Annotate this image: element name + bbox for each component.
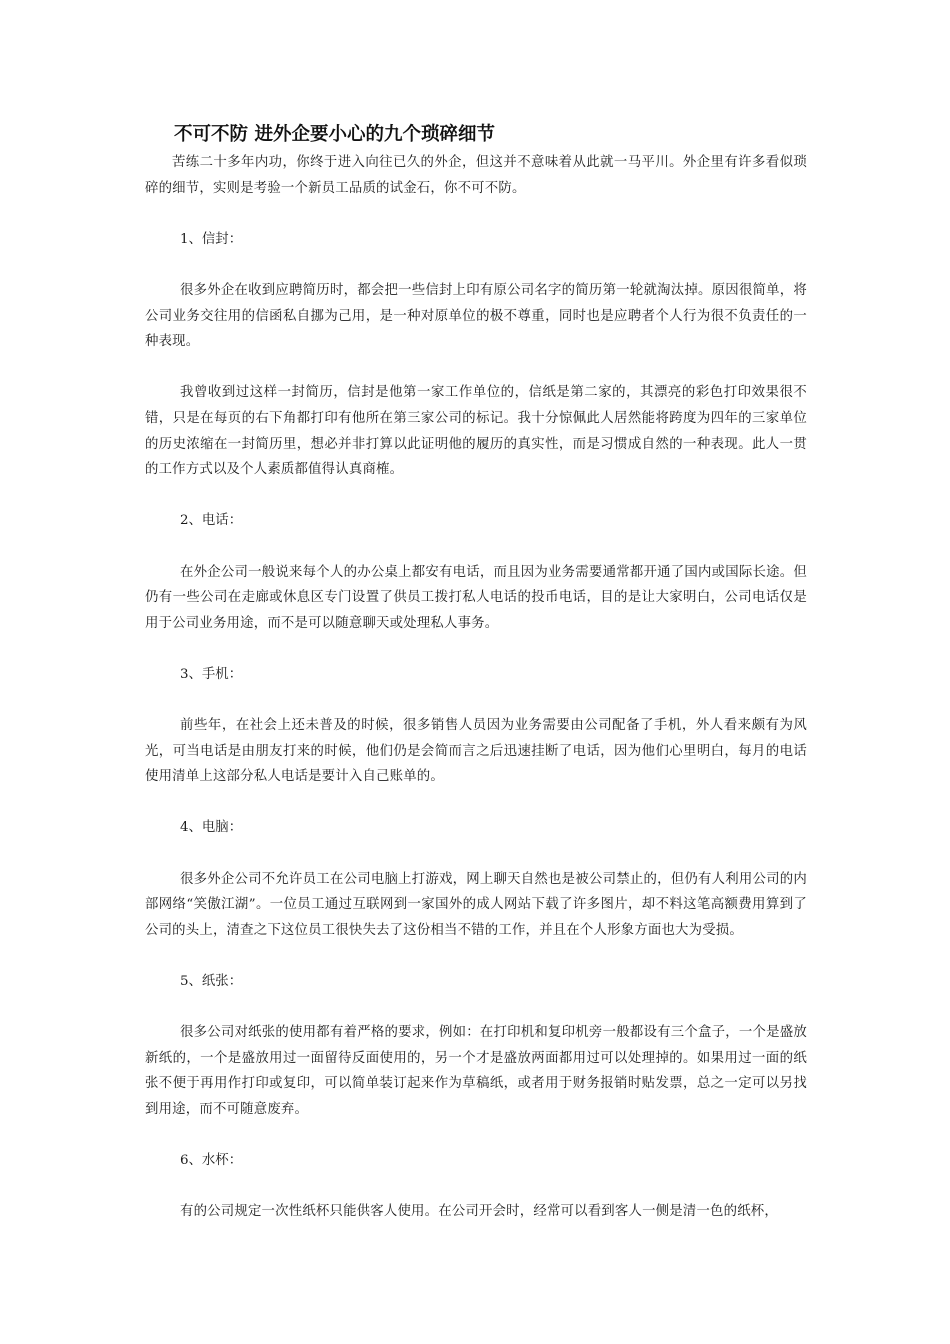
spacer <box>145 943 807 969</box>
section-paragraph: 有的公司规定一次性纸杯只能供客人使用。在公司开会时，经常可以看到客人一侧是清一色的纸杯， <box>180 1204 778 1220</box>
spacer <box>145 995 807 1021</box>
section-paragraph: 我曾收到过这样一封简历，信封是他第一家工作单位的，信纸是第二家的，其漂亮的彩色打印效果很不错，只是在每页的右下角都打印有他所在第三家公司的标记。我十分惊佩此人居然能将跨度为四年的三家单位的历史浓缩在一封简历里，想必并非打算以此证明他的履历的真实性，而是习惯成自然的一种表现。此人一贯的工作方式以及个人素质都值得认真商榷。 <box>145 385 807 478</box>
section-heading: 1、信封： <box>180 231 243 247</box>
spacer <box>145 534 807 560</box>
spacer <box>145 1174 807 1200</box>
spacer <box>145 687 807 713</box>
spacer <box>145 841 807 867</box>
sections-container <box>145 201 807 1225</box>
spacer <box>145 636 807 662</box>
section-paragraph: 很多外企在收到应聘简历时，都会把一些信封上印有原公司名字的简历第一轮就淘汰掉。原因很简单，将公司业务交往用的信函私自挪为己用，是一种对原单位的极不尊重，同时也是应聘者个人行为很不负责任的一种表现。 <box>145 282 807 350</box>
section-paragraph: 前些年，在社会上还未普及的时候，很多销售人员因为业务需要由公司配备了手机，外人看来颇有为风光，可当电话是由朋友打来的时候，他们仍是会简而言之后迅速挂断了电话，因为他们心里明白，每月的电话使用清单上这部分私人电话是要计入自己账单的。 <box>145 718 807 785</box>
intro-paragraph: 苦练二十多年内功，你终于进入向往已久的外企，但这并不意味着从此就一马平川。外企里有许多看似琐碎的细节，实则是考验一个新员工品质的试金石，你不可不防。 <box>145 155 807 196</box>
section-heading: 3、手机： <box>180 666 243 682</box>
section-heading: 4、电脑： <box>180 820 243 836</box>
spacer <box>145 483 807 509</box>
document-title: 不可不防 进外企要小心的九个琐碎细节 <box>174 124 495 145</box>
document-page <box>145 120 807 1225</box>
spacer <box>145 252 807 278</box>
section-paragraph: 在外企公司一般说来每个人的办公桌上都安有电话，而且因为业务需要通常都开通了国内或国际长途。但仍有一些公司在走廊或休息区专门设置了供员工拨打私人电话的投币电话，目的是让大家明白，公司电话仅是用于公司业务用途，而不是可以随意聊天或处理私人事务。 <box>145 564 807 631</box>
section-heading: 5、纸张： <box>180 974 243 989</box>
section-heading: 6、水杯： <box>180 1153 243 1169</box>
section-paragraph: 很多外企公司不允许员工在公司电脑上打游戏，网上聊天自然也是被公司禁止的，但仍有人利用公司的内部网络“笑傲江湖”。一位员工通过互联网到一家国外的成人网站下载了许多图片，却不料这笔高额费用算到了公司的头上，清查之下这位员工很快失去了这份相当不错的工作，并且在个人形象方面也大为受损。 <box>145 871 807 938</box>
section-paragraph: 很多公司对纸张的使用都有着严格的要求，例如：在打印机和复印机旁一般都设有三个盒子，一个是盛放新纸的，一个是盛放用过一面留待反面使用的，另一个才是盛放两面都用过可以处理掉的。如果用过一面的纸张不便于再用作打印或复印，可以简单装订起来作为草稿纸，或者用于财务报销时贴发票，总之一定可以另找到用途，而不可随意废弃。 <box>145 1025 807 1117</box>
spacer <box>145 790 807 816</box>
spacer <box>145 1123 807 1149</box>
spacer <box>145 201 807 227</box>
spacer <box>145 355 807 381</box>
section-heading: 2、电话： <box>180 513 243 529</box>
